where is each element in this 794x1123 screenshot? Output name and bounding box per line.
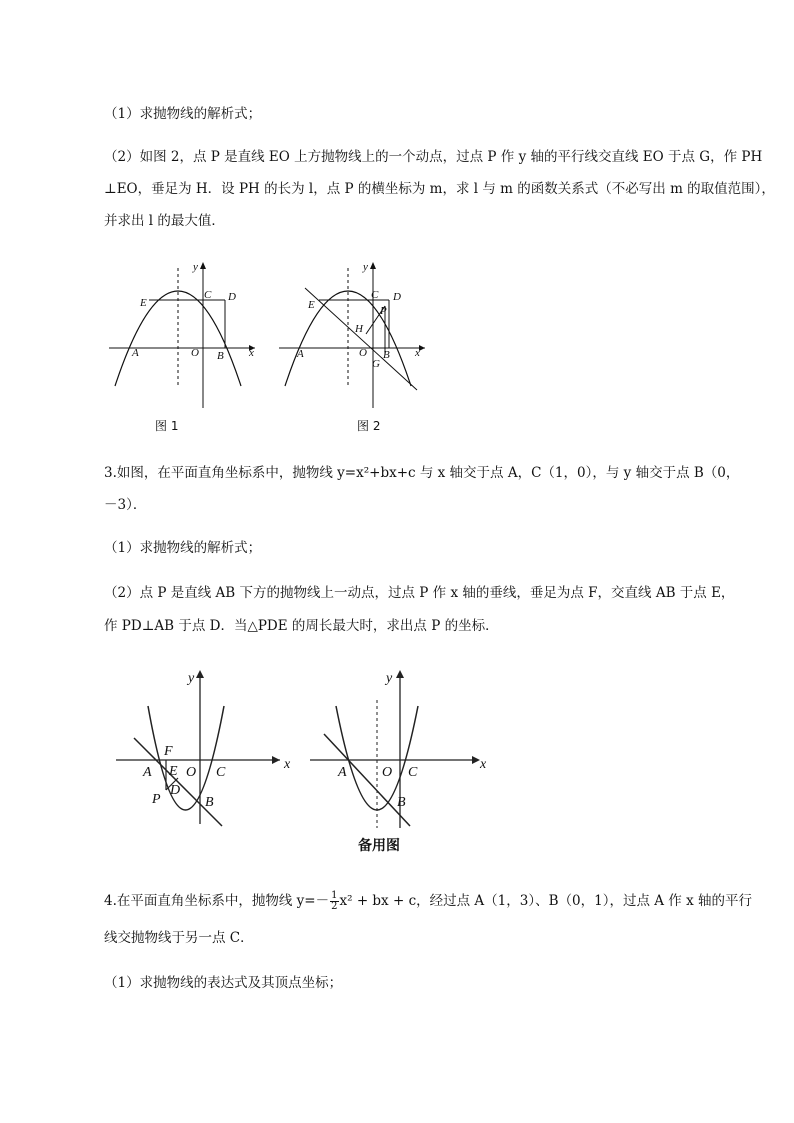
q3-backup-label-x: x <box>480 757 487 772</box>
q2-part2-line2: ⊥EO，垂足为 H．设 PH 的长为 l，点 P 的横坐标为 m，求 l 与 m 的函数关系式（不必写出 m 的取值范围）， <box>104 181 775 197</box>
q3-figure-backup <box>306 660 496 860</box>
q3-part2-line1: （2）点 P 是直线 AB 下方的抛物线上一动点，过点 P 作 x 轴的垂线，垂足为点 F，交直线 AB 于点 E， <box>104 585 735 601</box>
q3-backup-label-y: y <box>386 671 393 686</box>
q3-fig-label-P: P <box>152 792 161 807</box>
fig2-label-C: C <box>371 289 379 301</box>
fig2-label-G: G <box>372 358 380 370</box>
q3-fig-label-O: O <box>186 765 197 780</box>
fig1-label-y: y <box>193 261 198 273</box>
fig2-label-x: x <box>415 347 420 359</box>
fig1-label-B: B <box>217 350 224 362</box>
fig1-label-x: x <box>249 347 254 359</box>
q2-figure-2 <box>275 258 435 438</box>
q3-fig-label-D: D <box>170 783 181 798</box>
fig2-label-H: H <box>355 323 363 335</box>
fig1-label-C: C <box>204 289 212 301</box>
q3-backup-label-A: A <box>338 765 347 780</box>
q3-figure-main <box>112 660 302 830</box>
q4-stem-line2: 线交抛物线于另一点 C． <box>104 930 254 946</box>
q3-backup-label-B: B <box>397 795 406 810</box>
fig1-label-O: O <box>191 347 199 359</box>
q4-stem-line1 <box>104 891 752 912</box>
q3-fig-label-C: C <box>216 765 226 780</box>
q3-part2-line2: 作 PD⊥AB 于点 D．当△PDE 的周长最大时，求出点 P 的坐标． <box>104 618 499 634</box>
q3-fig-label-y: y <box>188 671 195 686</box>
fig2-caption: 图 2 <box>357 419 381 433</box>
q2-figure-1 <box>105 258 265 438</box>
fig1-label-E: E <box>140 297 147 309</box>
q3-fig-label-x: x <box>284 757 291 772</box>
q4-fraction-denominator: 2 <box>331 901 338 912</box>
q4-fraction <box>330 891 338 912</box>
q4-stem-suffix: x² + bx + c，经过点 A（1，3）、B（0，1），过点 A 作 x 轴的平行 <box>339 893 752 909</box>
fig2-label-D: D <box>393 291 401 303</box>
q3-stem-line1: 3.如图，在平面直角坐标系中，抛物线 y=x²+bx+c 与 x 轴交于点 A，C（1，0），与 y 轴交于点 B（0， <box>104 465 740 481</box>
fig2-label-E: E <box>308 299 315 311</box>
q2-part2-line3: 并求出 l 的最大值． <box>104 213 225 229</box>
fig2-label-B: B <box>383 349 390 361</box>
q3-backup-label-O: O <box>382 765 393 780</box>
q4-part1: （1）求抛物线的表达式及其顶点坐标； <box>104 975 343 991</box>
q3-fig-label-A: A <box>143 765 152 780</box>
q4-fraction-numerator: 1 <box>331 890 338 901</box>
q3-fig-label-F: F <box>164 744 173 759</box>
fig2-label-O: O <box>359 347 367 359</box>
fig2-label-A: A <box>297 348 304 360</box>
fig1-label-A: A <box>132 347 139 359</box>
q3-stem-line2: －3）． <box>104 497 147 513</box>
q3-fig-label-B: B <box>205 795 214 810</box>
q4-stem-prefix: 4.在平面直角坐标系中，抛物线 y=－ <box>104 893 330 909</box>
fig2-label-y: y <box>363 261 368 273</box>
fig2-label-P: P <box>380 305 387 317</box>
q2-part1: （1）求抛物线的解析式； <box>104 106 262 122</box>
q3-part1: （1）求抛物线的解析式； <box>104 540 262 556</box>
fig1-label-D: D <box>228 291 236 303</box>
q3-backup-label-C: C <box>408 765 418 780</box>
fig1-caption: 图 1 <box>155 419 179 433</box>
q3-fig-label-E: E <box>169 764 178 779</box>
q3-backup-caption: 备用图 <box>358 838 400 854</box>
q2-part2-line1: （2）如图 2，点 P 是直线 EO 上方抛物线上的一个动点，过点 P 作 y 轴的平行线交直线 EO 于点 G，作 PH <box>104 149 763 165</box>
